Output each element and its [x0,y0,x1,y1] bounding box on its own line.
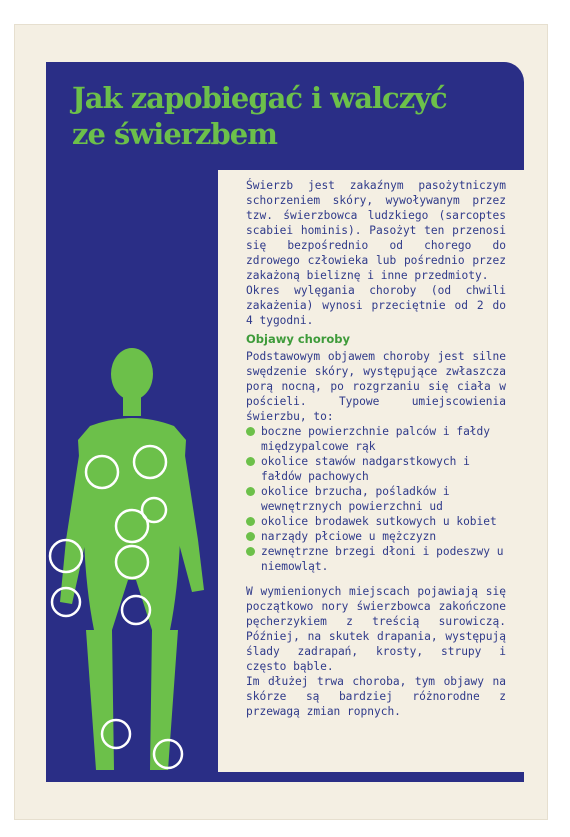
article-body [246,178,506,719]
title-line-1: Jak zapobiegać i walczyć [72,81,447,115]
list-item-text: okolice stawów nadgarstkowych i fałdów pachowych [261,455,470,483]
symptom-locations-list [246,424,506,574]
list-item [246,424,506,454]
list-item [246,484,506,514]
list-item [246,454,506,484]
list-item [246,529,506,544]
progression-paragraph: W wymienionych miejscach pojawiają się początkowo nory świerzbowca zakończone pęcherzykiem z treścią surowiczą. Później, na skutek drapania, występują ślady zadrapań, krosty, strupy i często bąble. [246,585,506,673]
list-item [246,514,506,529]
title-line-2: ze świerzbem [72,117,277,151]
list-item-text: okolice brzucha, pośladków i wewnętrznych powierzchni ud [261,485,450,513]
bullet-icon [246,487,255,496]
list-item-text: zewnętrzne brzegi dłoni i podeszwy u niemowląt. [261,545,504,573]
bullet-icon [246,457,255,466]
bullet-icon [246,427,255,436]
incubation-paragraph: Okres wylęgania choroby (od chwili zakażenia) wynosi przeciętnie od 2 do 4 tygodni. [246,284,506,327]
symptoms-lead: Podstawowym objawem choroby jest silne swędzenie skóry, występujące zwłaszcza porą nocną, po rozgrzaniu się ciała w pościeli. Typowe umiejscowienia świerzbu, to: [246,350,506,423]
progression-paragraph-2: Im dłużej trwa choroba, tym objawy na skórze są bardziej różnorodne z przewagą zmian ropnych. [246,675,506,718]
intro-paragraph: Świerzb jest zakaźnym pasożytniczym schorzeniem skóry, wywoływanym przez tzw. świerzbowca ludzkiego (sarcoptes scabiei hominis). Pasożyt ten przenosi się bezpośrednio od chorego do zdrowego człowieka lub pośrednio przez zakażoną bieliznę i inne przedmioty. [246,179,506,282]
list-item-text: narządy płciowe u mężczyzn [261,530,437,543]
page-title [72,80,512,152]
symptoms-heading: Objawy choroby [246,332,351,346]
bullet-icon [246,517,255,526]
body-silhouette-illustration [46,340,218,780]
bullet-icon [246,547,255,556]
list-item-text: okolice brodawek sutkowych u kobiet [261,515,497,528]
list-item [246,544,506,574]
bullet-icon [246,532,255,541]
list-item-text: boczne powierzchnie palców i fałdy międzypalcowe rąk [261,425,491,453]
